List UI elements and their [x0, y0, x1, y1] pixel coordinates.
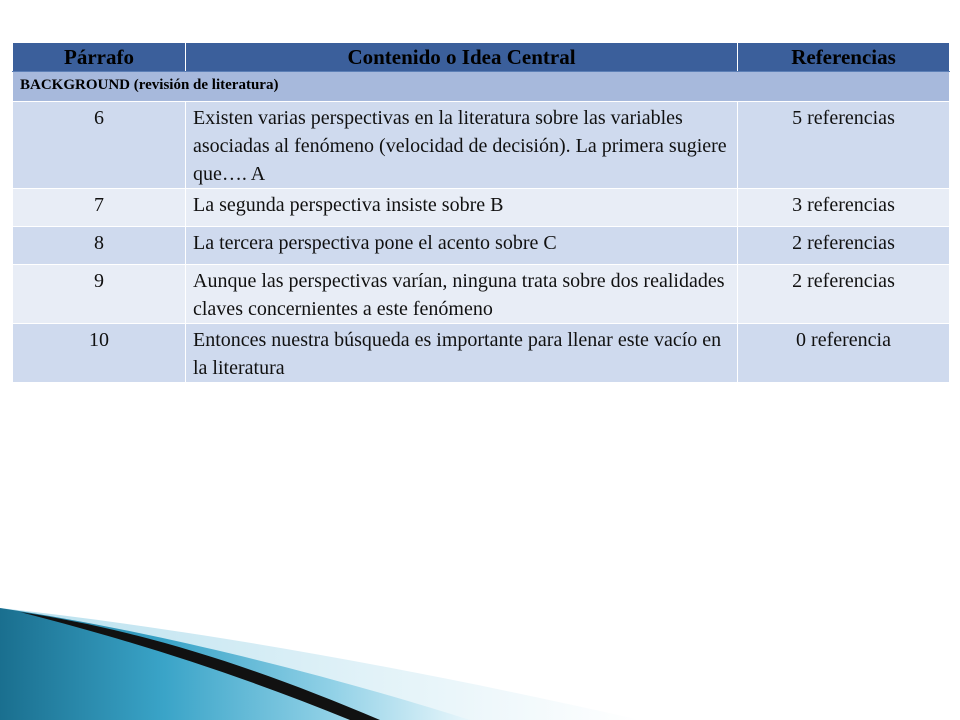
paragraph-number: 9 [13, 265, 186, 324]
paragraph-number: 6 [13, 102, 186, 189]
table-row [13, 324, 950, 383]
references-cell: 0 referencia [738, 324, 950, 383]
references-cell: 2 referencias [738, 227, 950, 265]
table-row [13, 189, 950, 227]
references-cell: 2 referencias [738, 265, 950, 324]
section-label: BACKGROUND (revisión de literatura) [13, 72, 950, 102]
paragraph-number: 8 [13, 227, 186, 265]
content-cell: Aunque las perspectivas varían, ninguna trata sobre dos realidades claves concernientes a este fenómeno [186, 265, 738, 324]
content-cell: La tercera perspectiva pone el acento sobre C [186, 227, 738, 265]
paragraph-number: 7 [13, 189, 186, 227]
section-row [13, 72, 950, 102]
table-row [13, 265, 950, 324]
table-row [13, 227, 950, 265]
header-paragraph: Párrafo [13, 43, 186, 72]
literature-table [12, 43, 950, 383]
header-content: Contenido o Idea Central [186, 43, 738, 72]
references-cell: 5 referencias [738, 102, 950, 189]
content-cell: Existen varias perspectivas en la literatura sobre las variables asociadas al fenómeno (velocidad de decisión). La primera sugiere que…. A [186, 102, 738, 189]
references-cell: 3 referencias [738, 189, 950, 227]
content-cell: Entonces nuestra búsqueda es importante para llenar este vacío en la literatura [186, 324, 738, 383]
header-references: Referencias [738, 43, 950, 72]
decorative-swoosh [0, 590, 960, 720]
table-header-row [13, 43, 950, 72]
content-cell: La segunda perspectiva insiste sobre B [186, 189, 738, 227]
table-row [13, 102, 950, 189]
paragraph-number: 10 [13, 324, 186, 383]
